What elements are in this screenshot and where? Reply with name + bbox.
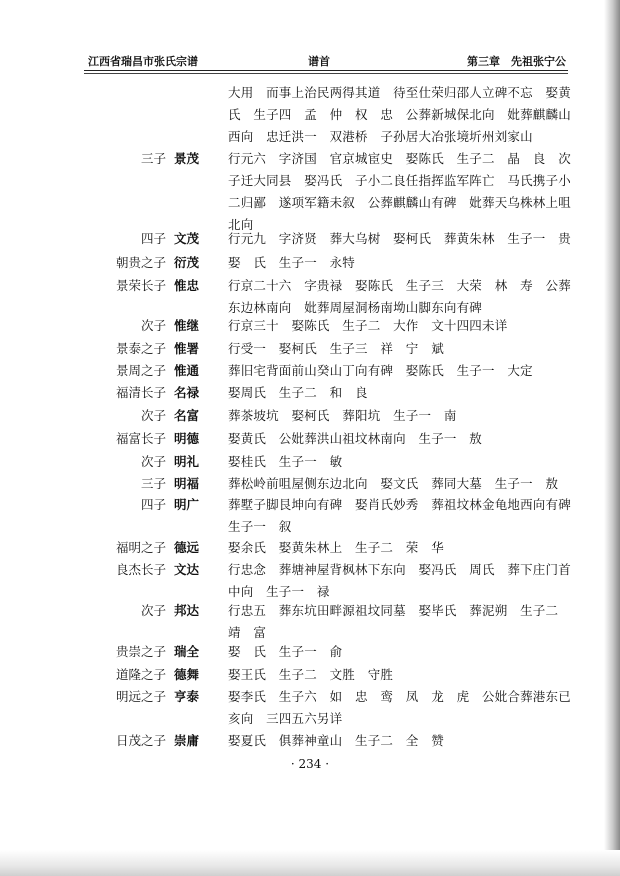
entry-text: 行京三十 娶陈氏 生子二 大作 文十四四未详 — [228, 318, 508, 333]
entry-name: 邦达 — [174, 603, 200, 618]
entry-text: 行元六 字济国 官京城宦史 娶陈氏 生子二 晶 良 次子迁大同县 娶冯氏 子小二良任指挥监军阵亡 马氏携子小二归鄙 遂项军籍未叙 公葬麒麟山有碑 妣葬天乌株林上咀北向 — [228, 151, 571, 232]
header-chapter: 第三章 先祖张宁公 — [467, 55, 566, 68]
entry-name: 惟忠 — [174, 278, 200, 293]
entry-text: 行忠念 葬塘神屋背枫林下东向 娶冯氏 周氏 葬下庄门首中向 生子一 禄 — [228, 562, 571, 599]
page-bottom-shadow — [0, 850, 620, 876]
entry-relation: 次子 — [140, 603, 166, 618]
entry-text: 娶夏氏 俱葬神童山 生子二 全 赞 — [228, 733, 444, 748]
entry-text: 葬旧宅背面前山癸山丁向有碑 娶陈氏 生子一 大定 — [228, 363, 533, 378]
header-book-title: 江西省瑞昌市张氏宗谱 — [88, 55, 198, 68]
entry-relation: 景泰之子 — [115, 341, 166, 356]
entry-text: 娶李氏 生子六 如 忠 鸾 凤 龙 虎 公妣合葬港东已亥向 三四五六另详 — [228, 689, 571, 726]
entry-name: 惟署 — [174, 341, 200, 356]
entry-relation: 次子 — [140, 454, 166, 469]
entry-text: 娶余氏 娶黄朱林上 生子二 荣 华 — [228, 540, 444, 555]
page-number: · 234 · — [290, 757, 330, 771]
entry-relation: 四子 — [140, 231, 166, 246]
entry-text: 行京二十六 字贵禄 娶陈氏 生子三 大荣 林 寿 公葬东边林南向 妣葬周屋洞杨南坳山脚东向有碑 — [228, 278, 571, 315]
entry-relation: 道隆之子 — [115, 667, 166, 682]
entry-name: 明广 — [174, 497, 200, 512]
entry-relation: 福清长子 — [115, 385, 166, 400]
entry-text: 娶黄氏 公妣葬洪山祖坟林南向 生子一 敖 — [228, 431, 483, 446]
entry-text: 葬茶坡坑 娶柯氏 葬阳坑 生子一 南 — [228, 408, 457, 423]
entry-name: 明德 — [174, 431, 200, 446]
entry-name: 明礼 — [174, 454, 200, 469]
entry-relation: 朝贵之子 — [115, 255, 166, 270]
entry-relation: 景周之子 — [115, 363, 166, 378]
header-divider-thin — [84, 73, 568, 74]
entry-text: 娶周氏 生子二 和 良 — [228, 385, 368, 400]
entry-relation: 福明之子 — [115, 540, 166, 555]
entry-name: 惟通 — [174, 363, 200, 378]
entry-name: 名禄 — [174, 385, 200, 400]
entry-text: 娶 氏 生子一 永特 — [228, 255, 356, 270]
entry-name: 明福 — [174, 476, 200, 491]
entry-text: 行忠五 葬东坑田畔源祖坟同墓 娶毕氏 葬泥朔 生子二 靖 富 — [228, 603, 571, 640]
entry-relation: 次子 — [140, 408, 166, 423]
entry-relation: 三子 — [140, 476, 166, 491]
entry-name: 名富 — [174, 408, 200, 423]
entry-name: 衍茂 — [174, 255, 200, 270]
entry-relation: 景荣长子 — [115, 278, 166, 293]
entry-relation: 福富长子 — [115, 431, 166, 446]
header-section: 谱首 — [308, 55, 330, 68]
entry-text: 娶桂氏 生子一 敏 — [228, 454, 343, 469]
entry-relation: 贵崇之子 — [115, 644, 166, 659]
running-header — [88, 52, 566, 70]
entry-name: 文茂 — [174, 231, 200, 246]
entry-relation: 日茂之子 — [115, 733, 166, 748]
entry-relation: 四子 — [140, 497, 166, 512]
entry-text: 葬墅子脚艮坤向有碑 娶肖氏妙秀 葬祖坟林金龟地西向有碑 生子一 叙 — [228, 497, 584, 534]
entry-text: 娶王氏 生子二 文胜 守胜 — [228, 667, 394, 682]
entry-name: 崇庸 — [174, 733, 200, 748]
entry-text: 行元九 字济贤 葬大乌树 娶柯氏 葬黄朱林 生子一 贵 — [228, 231, 571, 246]
entry-text: 娶 氏 生子一 俞 — [228, 644, 343, 659]
entry-name: 景茂 — [174, 151, 200, 166]
entry-text: 葬松岭前咀屋侧东边北向 娶文氏 葬同大墓 生子一 敖 — [228, 476, 559, 491]
entry-relation: 良杰长子 — [115, 562, 166, 577]
entry-name: 瑞全 — [174, 644, 200, 659]
entry-name: 德远 — [174, 540, 200, 555]
entry-text: 大用 而事上治民两得其道 待至仕荣归邵人立碑不忘 娶黄氏 生子四 孟 仲 权 忠 公葬新城保北向 妣葬麒麟山西向 忠迁洪一 双港桥 子孙居大冶张境圻州刘家山 — [228, 85, 571, 144]
header-divider — [84, 70, 568, 71]
page-edge-shadow — [604, 0, 620, 876]
entry-name: 亨泰 — [174, 689, 200, 704]
entry-name: 德舞 — [174, 667, 200, 682]
entry-name: 惟继 — [174, 318, 200, 333]
entry-name: 文达 — [174, 562, 200, 577]
entry-text: 行受一 娶柯氏 生子三 祥 宁 斌 — [228, 341, 444, 356]
entry-relation: 明远之子 — [115, 689, 166, 704]
entry-relation: 次子 — [140, 318, 166, 333]
entry-relation: 三子 — [140, 151, 166, 166]
